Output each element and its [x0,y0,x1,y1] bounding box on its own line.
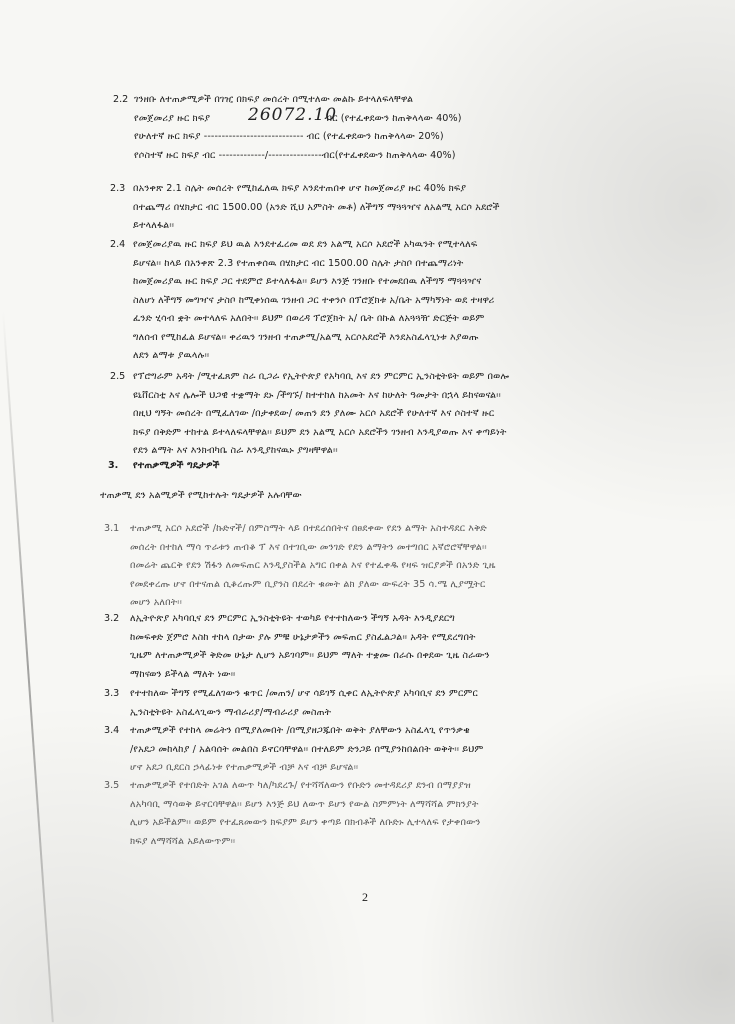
section-3-1 [130,520,648,613]
section-3-5-line: ተጠቃሚዎች የተበድት አገል ለውጥ ካለ/ካደረጉ/ የተሻሻለውን የቡድን መተዳደሪያ ደንብ በማያያዝ [130,780,471,791]
section-2-2-line2 [134,110,574,129]
section-2-2-line1: ገንዘቡ ለተጠቃሚዎች በገዢ በክፍያ መሰረት በሚተለው መልኩ ይተላለፍላቸዋል [134,94,414,105]
section-2-4-line: ፈንድ ሂሳብ ቋት መተላለፍ አለበት፡፡ ይህም በወረዳ ፕሮጀክት አ/ ቤት በኩል ለአጓጓዥ ድርጅት ወይም [133,313,485,324]
section-2-4-line: የመጀመሪያዉ ዙር ክፍያ ይህ ዉል እንደተፈረመ ወደ ደን አልሚ አርሶ አደሮች አካዉንት የሚተላለፍ [133,239,478,250]
section-2-4-number: 2.4 [110,239,126,250]
section-2-4-line: ስለሆነ ለችግኝ መግዣና ታስቦ ከሚቀነሰዉ ገንዘብ ጋር ተቀንሶ በፕሮጀክቱ አ/ቤት አማካኝነት ወደ ተዛዋሪ [133,294,495,306]
section-2-4-line: ግለሰብ የሚከፈል ይሆናል፡፡ ቀሪዉን ገንዘብ ተጠቃሚ/አልሚ አርሶአደሮች እንደአስፈላጊነቱ እያወጡ [133,331,479,343]
section-3-5-line: ክፍያ ለማሻሻል አይለውጥም፡፡ [130,835,236,847]
first-payment-percent: ብር (የተፈቀደውን ከጠቅላላው 40%) [324,112,462,124]
section-2-4-line: ይሆናል፡፡ ከላይ በአንቀጽ 2.3 የተጠቀሰዉ በሄክታር ብር 1500.00 ስሌት ታስቦ በተጨማሪነት [133,257,464,269]
section-3-2 [130,610,648,684]
section-3-3-line: ኢንስቲትዩት አስፈላጊውን ማብራሪያ/ማብራሪያ መስጠት [130,706,332,718]
section-3-5-number: 3.5 [104,780,120,791]
section-3-title: የተጠቃሚዎች ግዴታዎች [133,460,220,471]
section-2-2-line3: የሁለተኛ ዙር ክፍያ ---------------------------- ብር (የተፈቀደውን ከጠቅላላው 20%) [134,131,444,142]
section-3-3-line: የተተከለው ችግኝ የሚፈለገውን ቁጥር /መጠን/ ሆኖ ሳይገኝ ሲቀር ለኢትዮጵያ አካባቢና ደን ምርምር [130,688,478,699]
section-2-5-line: ክፍያ በቅድም ተከተል ይተላለፍላቸዋል፡፡ ይህም ደን አልሚ አርሶ አደሮችን ገንዘብ እንዲያወጡ እና ቀጣይነት [133,426,507,438]
section-3-number: 3. [108,460,119,471]
section-2-5-line: የደን ልማት እና እንክብካቤ ስራ እንዲያከናዉኑ ያግዛቸዋል፡፡ [133,445,338,456]
section-2-2 [134,91,574,165]
section-2-2-number: 2.2 [113,94,129,105]
section-3-2-line: ጊዜም ለተጠቃሚዎች ቅድመ ሁኔታ ሊሆን አይገባም፡፡ ይህም ማለት ተቋሙ በራሱ በቀደው ጊዜ ስራውን [130,650,490,661]
section-3-2-line: ማከናወን ይችላል ማለት ነው፡፡ [130,668,236,680]
page-number: 2 [362,890,368,904]
section-3-5-line: ሊሆን አይችልም፡፡ ወይም የተፈጸመውን ክፍያም ይሆን ቀጣይ በክብቶች ለቡድኑ ሊተላለፍ የታቀበውን [130,817,481,828]
section-2-5-line: የፕሮግራም አዳት /ሚተፈጸም ስራ ቢጋራ የኢትዮጵያ የአካባቢ እና ደን ምርምር ኢንስቲትዩት ወይም በወሎ [133,371,510,382]
first-payment-label: የመጀመሪያ ዙር ክፍያ [134,112,211,124]
section-2-3-line: በተጨማሪ በሄክታር ብር 1500.00 (አንድ ሺህ አምስት መቶ) ለችግኝ ማጓጓዣና ለአልሚ አርሶ አደሮች [133,201,500,213]
section-3-1-number: 3.1 [104,523,120,534]
section-3-1-line: መሰረት በተከለ ማሳ ጥራቱን ጠብቆ ፕ እና በተገቢው መንገድ የደን ልማትን መተግበር አኛሮሮኛቸዋል፡፡ [130,541,487,553]
section-3-2-number: 3.2 [104,613,120,624]
section-3-4-line: /የአደጋ መከላከያ / አልባሰት መልበስ ይኖርባቸዋል፡፡ በተለይም ድንጋይ በሚያንከበልበት ወቅት፡፡ ይህም [130,743,484,755]
section-2-3-number: 2.3 [110,183,126,194]
section-3-4-line: ተጠቃሚዎች የተከላ መሬትን በሚያለመበት /በሚያዘጋጁበት ወቅት ያለቸውን አስፈላጊ የጥንቃቄ [130,725,470,736]
handwritten-amount: 26072.10 [248,105,338,125]
section-3-5 [130,777,648,851]
section-2-2-line4: የሶስተኛ ዙር ክፍያ ብር -------------/---------------ብር(የተፈቀደውን ከጠቅላላው 40%) [134,149,456,161]
section-2-3 [133,180,648,236]
section-3-2-line: ከመፍቀድ ጀምሮ እስከ ተከላ በታው ያሉ ምቹ ሁኔታዎችን መፍጠር ያስፈልጋል፡፡ አዳት የሚደረግበት [130,631,476,643]
section-3-1-line: የመደቀረጡ ሆኖ በተናጠል ሲቆረጡም ቢያንስ በደረት ቁመት ልክ ያለው ውፍረት 35 ሳ.ሜ ሊያሟትር [130,578,486,590]
section-2-4-line: ከመጀመሪያዉ ዙር ክፍያ ጋር ተደምሮ ይተላለፋል፡፡ ይሆን እንጅ ገንዘቡ የተመደበዉ ለችግኝ ማጓጓዣና [133,276,482,287]
section-3-4-number: 3.4 [104,725,120,736]
section-2-5 [133,368,648,461]
section-2-4-line: ለደን ልማቱ ያዉላሉ፡፡ [133,350,210,361]
section-3-intro: ተጠቃሚ ደን አልሚዎች የሚከተሉት ግዴታዎች አሉባቸው [100,490,302,501]
section-3-3 [130,685,648,722]
section-2-3-line: በአንቀጽ 2.1 ስሌት መሰረት የሚከፈለዉ ክፍያ እንደተጠበቀ ሆኖ ከመጀመሪያ ዙር 40% ክፍያ [133,183,467,194]
section-3-4-line: ሆኖ አደጋ ቢደርስ ኃላፊነቱ የተጠቃሚዎች ብቻ እና ብቻ ይሆናል፡፡ [130,762,359,773]
section-2-3-line: ይተላለፋል፡፡ [133,220,175,231]
section-3-3-number: 3.3 [104,688,120,699]
section-3-2-line: ለኢትዮጵያ አካባቢና ደን ምርምር ኢንስቲትዩት ተወካይ የተተከለውን ችግኝ አዳት እንዲያደርግ [130,613,455,624]
section-2-4 [133,236,648,366]
section-3-4 [130,722,648,778]
section-2-5-number: 2.5 [110,371,126,382]
section-3-5-line: ለአካባቢ ማሳወቅ ይኖርባቸዋል፡፡ ይሆን እንጅ ይህ ለውጥ ይሆን የውል ስምምነት ለማሻሻል ምክንያት [130,798,479,810]
section-2-5-line: በዚህ ግኝት መሰረት በሚፈለገው /በታቀደው/ መጠን ደን ያለሙ አርሶ አደሮች የሁለተኛ እና ሶስተኛ ዙር [133,408,495,419]
section-3-1-line: በመሬት ጨርቅ የደን ሽፋን ለመፍጠር እንዲያስችል አግር በቀል እና የተፈቀዱ የዛፍ ዝርያዎች በአንድ ጊዜ [130,560,496,571]
section-2-5-line: ዩኒቨርስቲ እና ሌሎች ህጋዊ ተቋማት ደኑ /ችግኙ/ ከተተከለ ከአመት እና ከሁለት ዓመታት በኋላ ይከናወናል፡፡ [133,389,501,401]
section-3-1-line: መሆን አለበት፡፡ [130,597,183,608]
section-3-1-line: ተጠቃሚ አርሶ አደሮች /ኩድኖች/ በምስማት ላይ በተደረሰበትና በፀደቀው የደን ልማት አስተዳደር እቅድ [130,523,487,534]
